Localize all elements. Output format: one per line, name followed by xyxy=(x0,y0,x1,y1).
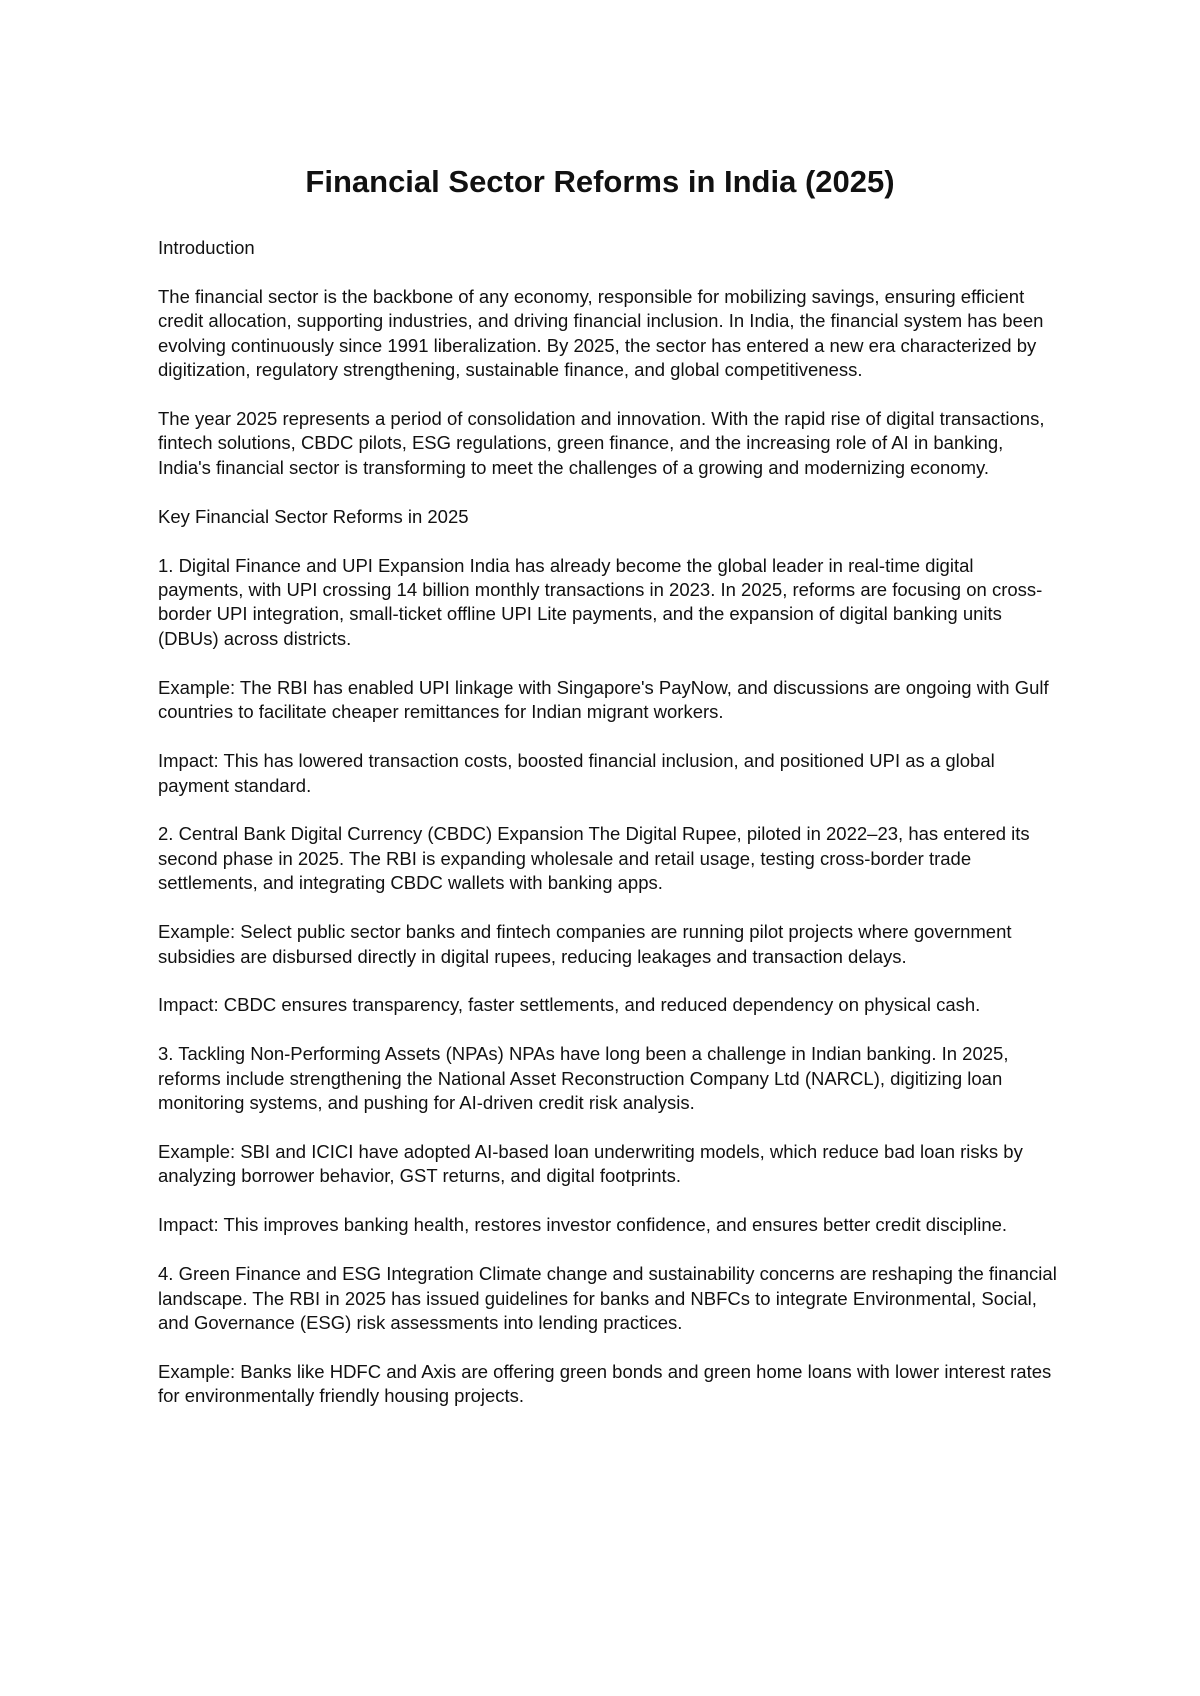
reform-item-npas: 3. Tackling Non-Performing Assets (NPAs) NPAs have long been a challenge in Indian banking. In 2025, reforms include strengthening the National Asset Reconstruction Company Ltd (NARCL), digitizing loan monitoring systems, and pushing for AI-driven credit risk analysis. xyxy=(158,1043,1009,1114)
section-heading-key-reforms: Key Financial Sector Reforms in 2025 xyxy=(158,505,469,527)
example-paragraph: Example: Select public sector banks and fintech companies are running pilot projects where government subsidies are disbursed directly in digital rupees, reducing leakages and transaction delays. xyxy=(158,921,1012,967)
page-title: Financial Sector Reforms in India (2025) xyxy=(305,164,895,199)
impact-paragraph: Impact: This has lowered transaction costs, boosted financial inclusion, and positioned UPI as a global payment standard. xyxy=(158,750,995,796)
document-body xyxy=(158,236,1058,1433)
reform-item-cbdc: 2. Central Bank Digital Currency (CBDC) Expansion The Digital Rupee, piloted in 2022–23, has entered its second phase in 2025. The RBI is expanding wholesale and retail usage, testing cross-border trade settlements, and integrating CBDC wallets with banking apps. xyxy=(158,823,1030,894)
paragraph: The financial sector is the backbone of any economy, responsible for mobilizing savings, ensuring efficient credit allocation, supporting industries, and driving financial inclusion. In India, the financial system has been evolving continuously since 1991 liberalization. By 2025, the sector has entered a new era characterized by digitization, regulatory strengthening, sustainable finance, and global competitiveness. xyxy=(158,285,1044,381)
impact-paragraph: Impact: This improves banking health, restores investor confidence, and ensures better credit discipline. xyxy=(158,1214,1008,1236)
example-paragraph: Example: Banks like HDFC and Axis are offering green bonds and green home loans with lower interest rates for environmentally friendly housing projects. xyxy=(158,1361,1052,1407)
section-heading-introduction: Introduction xyxy=(158,237,255,258)
reform-item-digital-finance: 1. Digital Finance and UPI Expansion India has already become the global leader in real-time digital payments, with UPI crossing 14 billion monthly transactions in 2023. In 2025, reforms are focusing on cross-border UPI integration, small-ticket offline UPI Lite payments, and the expansion of digital banking units (DBUs) across districts. xyxy=(158,554,1043,649)
paragraph: The year 2025 represents a period of consolidation and innovation. With the rapid rise of digital transactions, fintech solutions, CBDC pilots, ESG regulations, green finance, and the increasing role of AI in banking, India's financial sector is transforming to meet the challenges of a growing and modernizing economy. xyxy=(158,408,1045,478)
reform-item-green-finance: 4. Green Finance and ESG Integration Climate change and sustainability concerns are reshaping the financial landscape. The RBI in 2025 has issued guidelines for banks and NBFCs to integrate Environmental, Social, and Governance (ESG) risk assessments into lending practices. xyxy=(158,1263,1057,1334)
impact-paragraph: Impact: CBDC ensures transparency, faster settlements, and reduced dependency on physical cash. xyxy=(158,994,981,1016)
example-paragraph: Example: The RBI has enabled UPI linkage with Singapore's PayNow, and discussions are ongoing with Gulf countries to facilitate cheaper remittances for Indian migrant workers. xyxy=(158,676,1049,723)
example-paragraph: Example: SBI and ICICI have adopted AI-based loan underwriting models, which reduce bad loan risks by analyzing borrower behavior, GST returns, and digital footprints. xyxy=(158,1141,1023,1187)
